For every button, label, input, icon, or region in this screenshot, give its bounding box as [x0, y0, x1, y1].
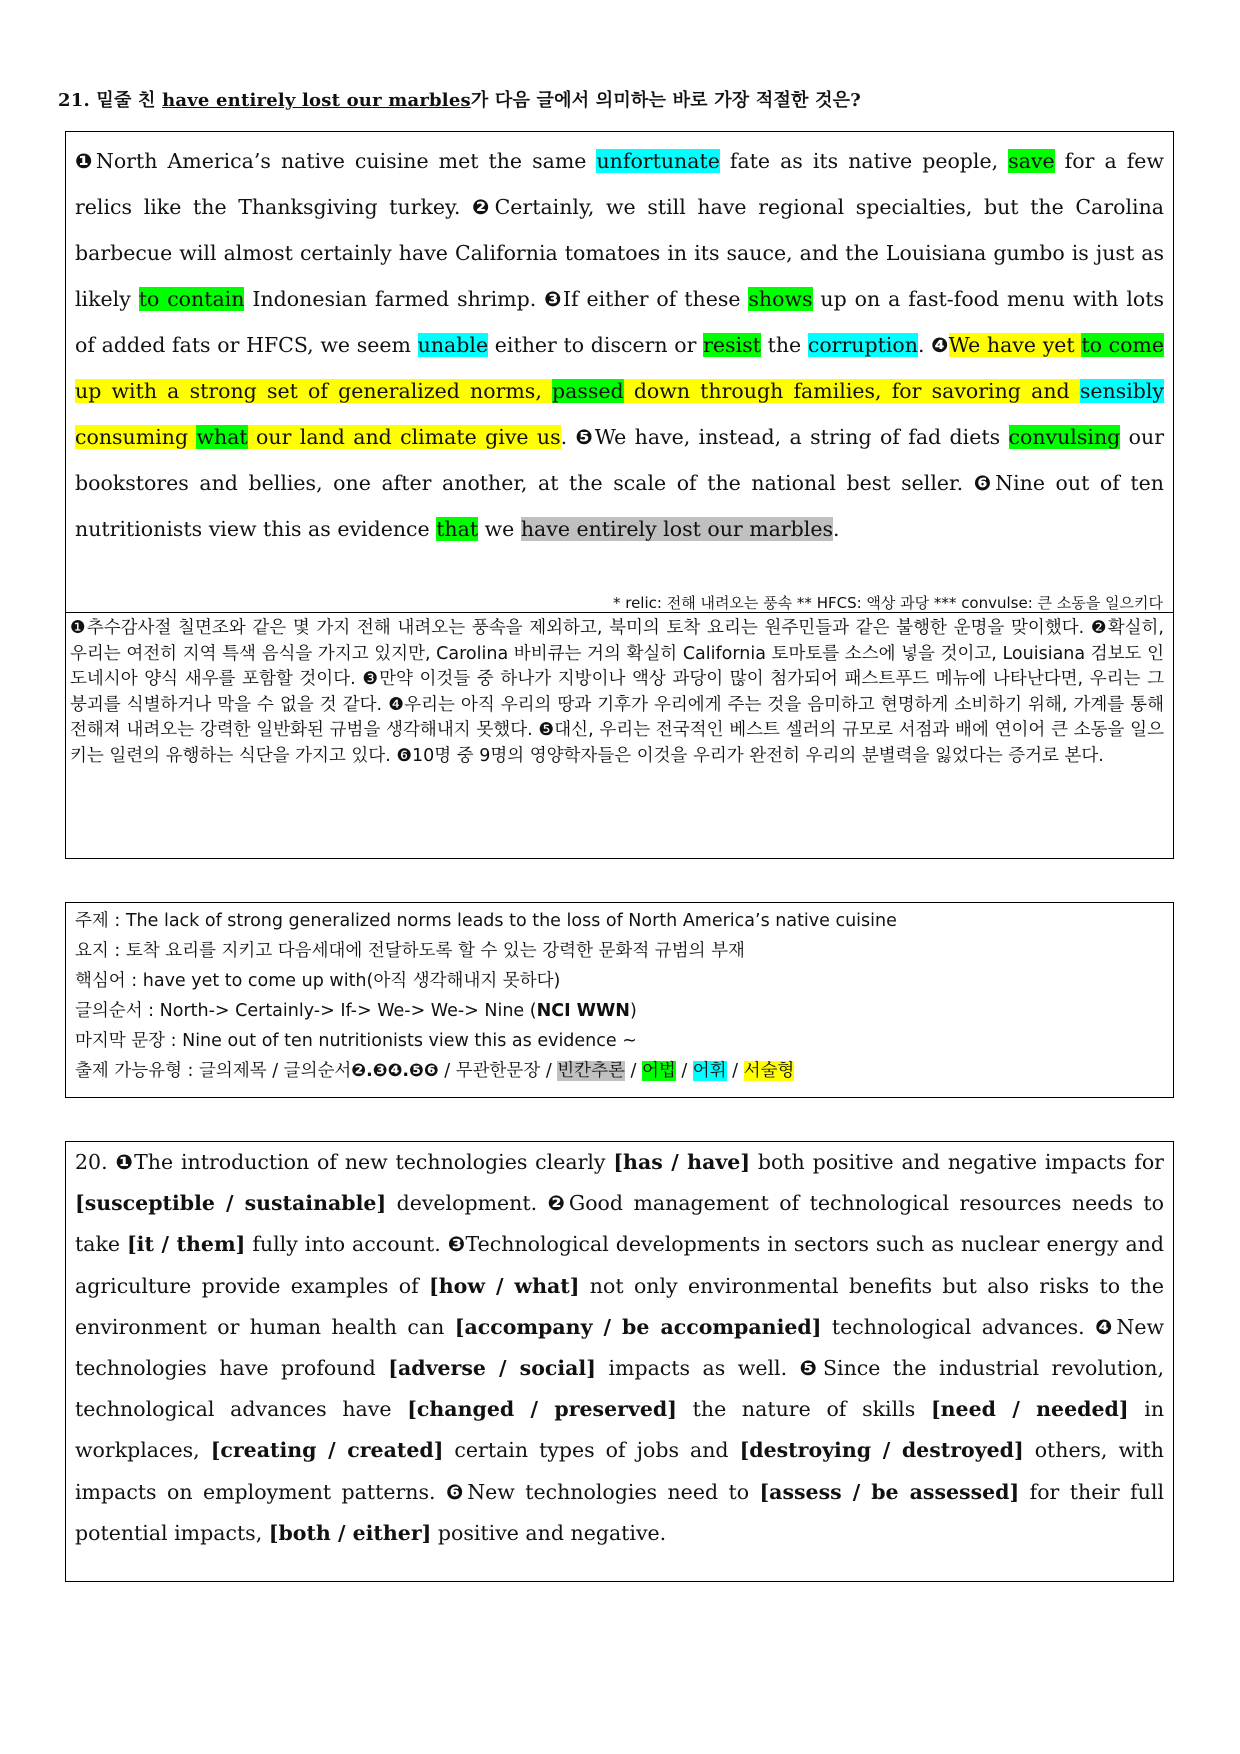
- sentence-number-icon: ❸: [544, 287, 563, 311]
- text-segment: .: [833, 517, 840, 541]
- highlighted-text: [248, 425, 256, 449]
- highlighted-text: unfortunate: [596, 149, 720, 173]
- choice-bracket: [adverse / social]: [388, 1356, 596, 1381]
- highlighted-text: to come: [1081, 333, 1164, 357]
- highlighted-text: shows: [748, 287, 813, 311]
- order-code: NCI WWN: [536, 1001, 630, 1021]
- text-segment: /: [726, 1061, 744, 1081]
- text-segment: development.: [386, 1191, 548, 1216]
- text-segment: .: [917, 333, 932, 357]
- topic-label: 주제 :: [75, 911, 126, 931]
- last-sentence-label: 마지막 문장 :: [75, 1031, 183, 1051]
- order-label: 글의순서 :: [75, 1001, 160, 1021]
- highlighted-text: consuming: [75, 425, 197, 449]
- choice-bracket: [how / what]: [429, 1273, 580, 1298]
- highlighted-text: sensibly: [1079, 379, 1165, 403]
- question-number: 21.: [58, 90, 90, 111]
- question-types-list: [199, 1061, 794, 1081]
- text-segment: either to discern or: [488, 333, 704, 357]
- highlighted-text: up with a strong set of generalized norms,: [75, 379, 553, 403]
- text-segment: /: [266, 1061, 284, 1081]
- question-21-title: [58, 86, 861, 112]
- text-segment: the: [760, 333, 808, 357]
- topic-text: The lack of strong generalized norms leads to the loss of North America’s native cuisine: [125, 911, 897, 931]
- highlighted-text: 어법: [641, 1061, 676, 1081]
- text-segment: New technologies have profound: [75, 1314, 1164, 1381]
- text-segment: others, with impacts on employment patterns.: [75, 1438, 1164, 1504]
- text-segment: North America’s native cuisine met the same: [95, 149, 597, 173]
- text-segment: We have, instead, a string of fad diets: [594, 425, 1009, 449]
- text-segment: fully into account.: [245, 1232, 448, 1257]
- korean-translation: ❶추수감사절 칠면조와 같은 몇 가지 전해 내려오는 풍속을 제외하고, 북미의 토착 요리는 원주민들과 같은 불행한 운명을 맞이했다. ❷확실히, 우리는 여전히 지역 특색 음식을 가지고 있지만, Carolina 바비큐는 거의 확실히 California 토마토를 소스에 넣을 것이고, Louisiana 검보도 인도네시아 양식 새우를 포함할 것이다. ❸만약 이것들 중 하나가 지방이나 액상 과당이 많이 첨가되어 패스트푸드 메뉴에 나타난다면, 우리는 그 붕괴를 식별하거나 막을 수 없을 것 같다. ❹우리는 아직 우리의 땅과 기후가 우리에게 주는 것을 음미하고 현명하게 소비하기 위해, 가계를 통해 전해져 내려오는 강력한 일반화된 규범을 생각해내지 못했다. ❺대신, 우리는 전국적인 베스트 셀러의 규모로 서점과 배에 연이어 큰 소동을 일으키는 일련의 유행하는 식단을 가지고 있다. ❻10명 중 9명의 영양학자들은 이것을 우리가 완전히 우리의 분별력을 잃었다는 증거로 본다.: [70, 618, 1164, 766]
- last-sentence-text: Nine out of ten nutritionists view this as evidence ~: [182, 1031, 637, 1051]
- choice-bracket: [has / have]: [613, 1150, 751, 1174]
- text-segment: Good management of technological resources needs to take: [75, 1191, 1164, 1257]
- sentence-number-icon: ❶: [75, 149, 96, 173]
- underlined-phrase: have entirely lost our marbles: [162, 90, 471, 111]
- highlighted-text: We have yet: [948, 333, 1082, 357]
- text-segment: Indonesian farmed shrimp.: [244, 287, 545, 311]
- highlighted-text: have entirely lost our marbles: [520, 517, 834, 541]
- sentence-number-icon: ❶: [115, 1150, 135, 1174]
- sentence-number-icon: ❻: [973, 471, 996, 495]
- highlighted-text: passed: [552, 379, 624, 403]
- question-20-box: [65, 1141, 1174, 1582]
- highlighted-text: to contain: [138, 287, 245, 311]
- text-segment: the nature of skills: [676, 1397, 931, 1422]
- order-text: North-> Certainly-> If-> We-> We-> Nine (: [159, 1001, 537, 1021]
- text-segment: in workplaces,: [75, 1397, 1165, 1463]
- highlighted-text: 어휘: [692, 1061, 727, 1081]
- question-prefix: 밑줄 친: [96, 90, 156, 111]
- highlighted-text: that: [436, 517, 479, 541]
- sentence-number-icon: ❷: [472, 195, 495, 219]
- text-segment: for their full potential impacts,: [75, 1479, 1164, 1545]
- text-segment: impacts as well.: [595, 1356, 800, 1381]
- text-segment: .: [560, 425, 576, 449]
- sentence-number-icon: ❷: [547, 1191, 569, 1216]
- gist-label: 요지 :: [75, 941, 126, 961]
- passage-text: [75, 138, 1164, 552]
- text-segment: /: [540, 1061, 558, 1081]
- choice-bracket: [need / needed]: [930, 1397, 1129, 1422]
- text-segment: Certainly, we still have regional specialties, but the Carolina barbecue will almost certainly have California tomatoes in its sauce, and the Louisiana gumbo is just as likely: [75, 195, 1165, 311]
- choice-bracket: [susceptible / sustainable]: [75, 1191, 387, 1216]
- text-segment: 무관한문장: [455, 1061, 541, 1081]
- choice-bracket: [destroying / destroyed]: [739, 1438, 1024, 1463]
- sentence-number-icon: ❹: [1095, 1314, 1117, 1339]
- text-segment: Nine out of ten nutritionists view this as evidence: [75, 471, 1165, 541]
- question-20-text: [75, 1142, 1164, 1554]
- text-segment: New technologies need to: [467, 1479, 760, 1504]
- sentence-number-icon: ❹: [931, 333, 949, 357]
- text-segment: certain types of jobs and: [443, 1438, 740, 1463]
- text-segment: 글의순서: [283, 1061, 352, 1081]
- highlighted-text: what: [196, 425, 248, 449]
- gist-row: [75, 936, 1164, 966]
- highlighted-text: unable: [417, 333, 489, 357]
- highlighted-text: down through families, for savoring and: [623, 379, 1080, 403]
- text-segment: /: [624, 1061, 642, 1081]
- sentence-number-icon: ❺: [799, 1356, 823, 1381]
- choice-bracket: [creating / created]: [210, 1438, 444, 1463]
- text-segment: positive and negative.: [431, 1520, 667, 1545]
- order-row: [75, 996, 1164, 1026]
- highlighted-text: resist: [703, 333, 761, 357]
- choice-bracket: [accompany / be accompanied]: [454, 1314, 822, 1339]
- choice-bracket: [changed / preserved]: [407, 1397, 677, 1422]
- text-segment: technological advances.: [821, 1314, 1096, 1339]
- text-segment: Since the industrial revolution, technological advances have: [75, 1356, 1164, 1422]
- question-types-row: [75, 1056, 1164, 1086]
- text-segment: not only environmental benefits but also risks to the environment or human health can: [75, 1273, 1164, 1339]
- sentence-number-icon: ❺: [575, 425, 595, 449]
- text-segment: our bookstores and bellies, one after another, at the scale of the national best seller.: [75, 425, 1164, 495]
- text-segment: both positive and negative impacts for: [750, 1150, 1164, 1174]
- text-segment: If either of these: [562, 287, 749, 311]
- question-types-label: 출제 가능유형 :: [75, 1061, 200, 1081]
- summary-box: [65, 902, 1174, 1098]
- choice-bracket: [it / them]: [126, 1232, 246, 1257]
- text-segment: fate as its native people,: [719, 149, 1009, 173]
- sentence-number-icon: ❷.❸❹.❺❻: [351, 1061, 439, 1081]
- highlighted-text: convulsing: [1008, 425, 1121, 449]
- text-segment: we: [478, 517, 521, 541]
- text-segment: /: [438, 1061, 456, 1081]
- passage-box: [65, 131, 1174, 859]
- sentence-number-icon: ❸: [447, 1232, 466, 1257]
- footnote: * relic: 전해 내려오는 풍속 ** HFCS: 액상 과당 *** convulse: 큰 소동을 일으키다: [612, 594, 1163, 612]
- text-segment: 20.: [75, 1150, 116, 1174]
- highlighted-text: our land and climate give us: [256, 425, 561, 449]
- topic-row: [75, 906, 1164, 936]
- text-segment: /: [675, 1061, 693, 1081]
- divider: [66, 612, 1173, 613]
- gist-text: 토착 요리를 지키고 다음세대에 전달하도록 할 수 있는 강력한 문화적 규범의 부재: [125, 941, 745, 961]
- order-close: ): [629, 1001, 637, 1021]
- choice-bracket: [both / either]: [268, 1520, 432, 1545]
- text-segment: The introduction of new technologies clearly: [134, 1150, 614, 1174]
- sentence-number-icon: ❻: [445, 1479, 468, 1504]
- text-segment: 글의제목: [199, 1061, 267, 1081]
- text-segment: for a few relics like the Thanksgiving turkey.: [75, 149, 1164, 219]
- text-segment: up on a fast-food menu with lots of added fats or HFCS, we seem: [75, 287, 1165, 357]
- choice-bracket: [assess / be assessed]: [759, 1479, 1020, 1504]
- keyword-row: [75, 966, 1164, 996]
- highlighted-text: corruption: [807, 333, 918, 357]
- keyword-text: have yet to come up with(아직 생각해내지 못하다): [142, 971, 561, 991]
- highlighted-text: 서술형: [743, 1061, 795, 1081]
- highlighted-text: save: [1008, 149, 1055, 173]
- highlighted-text: 빈칸추론: [557, 1061, 625, 1081]
- question-suffix: 가 다음 글에서 의미하는 바로 가장 적절한 것은?: [470, 90, 862, 111]
- text-segment: Technological developments in sectors such as nuclear energy and agriculture provide examples of: [75, 1232, 1164, 1298]
- last-sentence-row: [75, 1026, 1164, 1056]
- keyword-label: 핵심어 :: [75, 971, 143, 991]
